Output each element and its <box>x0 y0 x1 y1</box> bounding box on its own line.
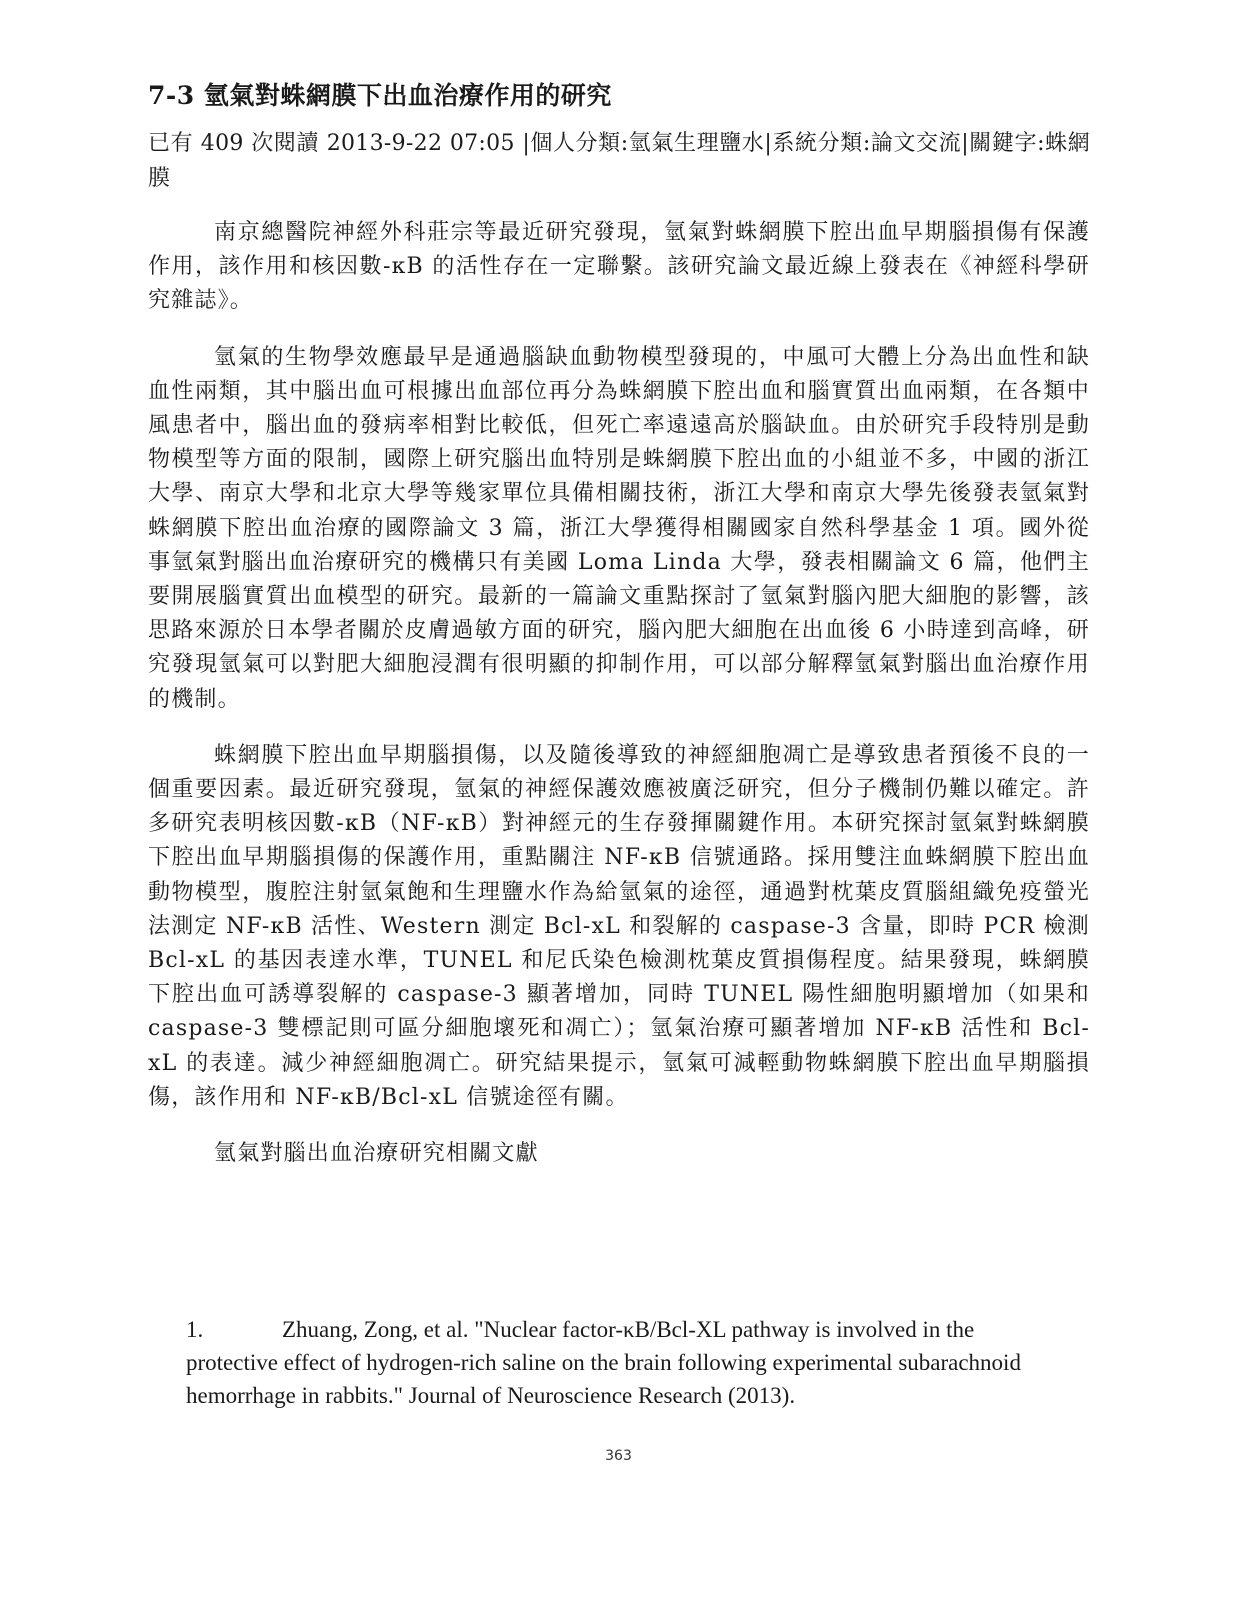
paragraph-intro: 南京總醫院神經外科莊宗等最近研究發現，氫氣對蛛網膜下腔出血早期腦損傷有保護作用，該作用和核因數-κB 的活性存在一定聯繫。該研究論文最近線上發表在《神經科學研究雜誌》。 <box>148 220 1090 314</box>
reference-list <box>186 1313 1066 1412</box>
references-heading: 氫氣對腦出血治療研究相關文獻 <box>214 1141 539 1167</box>
article-meta: 已有 409 次閱讀 2013-9-22 07:05 |個人分類:氫氣生理鹽水|系統分類:論文交流|關鍵字:蛛網膜 <box>148 131 1090 191</box>
reference-text: Zhuang, Zong, et al. "Nuclear factor-κB/Bcl-XL pathway is involved in the protective effect of hydrogen-rich saline on the brain following experimental subarachnoid hemorrhage in rabbits." Journal of Neuroscience Research (2013). <box>186 1317 1021 1408</box>
document-body <box>148 78 1090 1171</box>
reference-number: 1. <box>186 1317 204 1342</box>
article-title: 7-3 氫氣對蛛網膜下出血治療作用的研究 <box>148 81 612 110</box>
reference-item <box>186 1313 1066 1412</box>
paragraph-study: 蛛網膜下腔出血早期腦損傷，以及隨後導致的神經細胞凋亡是導致患者預後不良的一個重要因素。最近研究發現，氫氣的神經保護效應被廣泛研究，但分子機制仍難以確定。許多研究表明核因數-κB（NF-κB）對神經元的生存發揮關鍵作用。本研究探討氫氣對蛛網膜下腔出血早期腦損傷的保護作用，重點關注 NF-κB 信號通路。採用雙注血蛛網膜下腔出血動物模型，腹腔注射氫氣飽和生理鹽水作為給氫氣的途徑，通過對枕葉皮質腦組織免疫螢光法測定 NF-κB 活性、Western 測定 Bcl-xL 和裂解的 caspase-3 含量，即時 PCR 檢測 Bcl-xL 的基因表達水準，TUNEL 和尼氏染色檢測枕葉皮質損傷程度。結果發現，蛛網膜下腔出血可誘導裂解的 caspase-3 顯著增加，同時 TUNEL 陽性細胞明顯增加（如果和 caspase-3 雙標記則可區分細胞壞死和凋亡）；氫氣治療可顯著增加 NF-κB 活性和 Bcl-xL 的表達。減少神經細胞凋亡。研究結果提示，氫氣可減輕動物蛛網膜下腔出血早期腦損傷，該作用和 NF-κB/Bcl-xL 信號途徑有關。 <box>148 742 1090 1110</box>
paragraph-background: 氫氣的生物學效應最早是通過腦缺血動物模型發現的，中風可大體上分為出血性和缺血性兩類，其中腦出血可根據出血部位再分為蛛網膜下腔出血和腦實質出血兩類，在各類中風患者中，腦出血的發病率相對比較低，但死亡率遠遠高於腦缺血。由於研究手段特別是動物模型等方面的限制，國際上研究腦出血特別是蛛網膜下腔出血的小組並不多，中國的浙江大學、南京大學和北京大學等幾家單位具備相關技術，浙江大學和南京大學先後發表氫氣對蛛網膜下腔出血治療的國際論文 3 篇，浙江大學獲得相關國家自然科學基金 1 項。國外從事氫氣對腦出血治療研究的機構只有美國 Loma Linda 大學，發表相關論文 6 篇，他們主要開展腦實質出血模型的研究。最新的一篇論文重點探討了氫氣對腦內肥大細胞的影響，該思路來源於日本學者關於皮膚過敏方面的研究，腦內肥大細胞在出血後 6 小時達到高峰，研究發現氫氣可以對肥大細胞浸潤有很明顯的抑制作用，可以部分解釋氫氣對腦出血治療作用的機制。 <box>148 344 1090 712</box>
page-number: 363 <box>605 1448 632 1464</box>
